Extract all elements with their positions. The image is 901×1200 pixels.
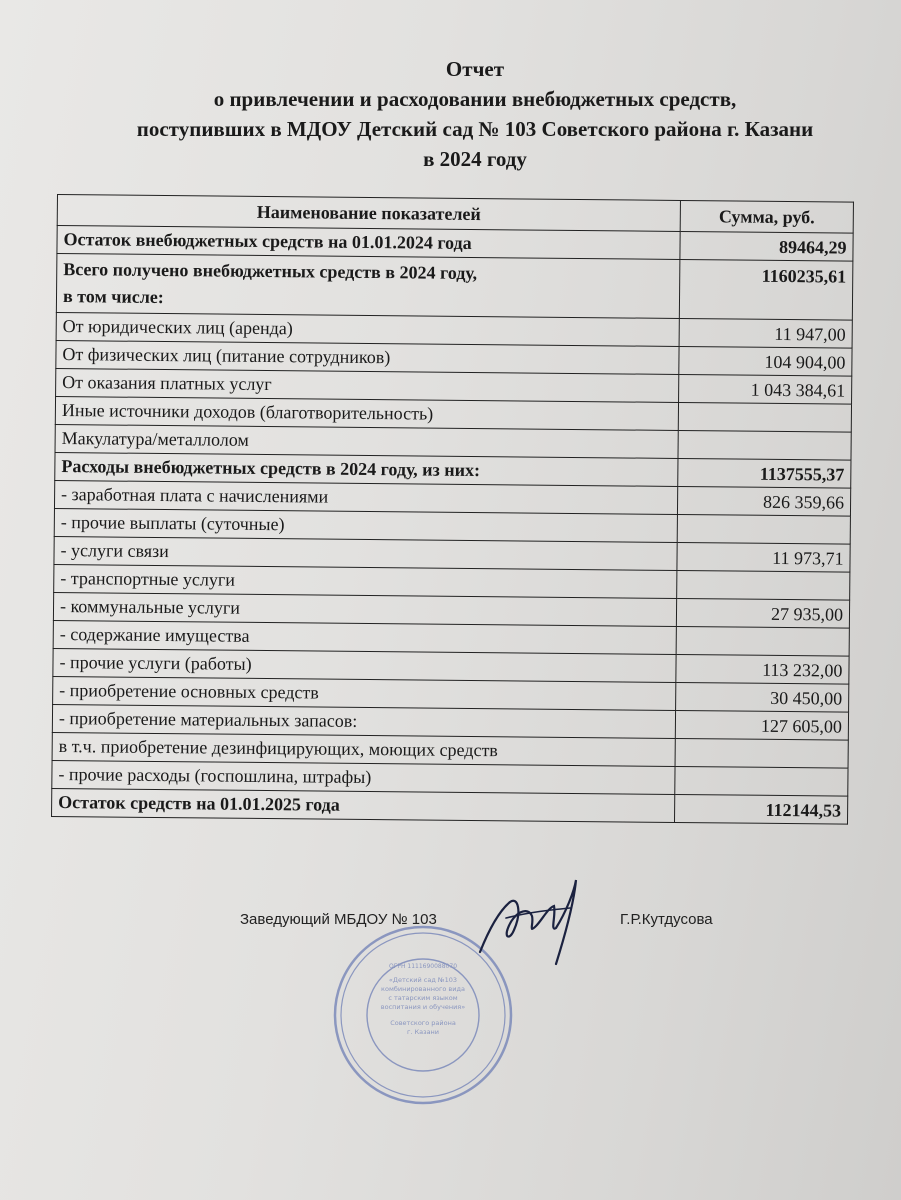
stamp-line-6: г. Казани (406, 1028, 440, 1036)
row-value: 113 232,00 (676, 654, 849, 684)
stamp-ogrn: ОГРН 1111690088070 (388, 963, 458, 970)
row-name: Расходы внебюджетных средств в 2024 году, из них: (55, 452, 678, 486)
row-value: 11 973,71 (677, 542, 850, 572)
report-table (51, 194, 854, 825)
row-value: 27 935,00 (676, 598, 849, 628)
row-value: 826 359,66 (677, 486, 850, 516)
row-name: - приобретение основных средств (53, 676, 676, 710)
title-line-4: в 2024 году (423, 147, 527, 171)
row-name: - прочие услуги (работы) (53, 648, 676, 682)
signatory-name: Г.Р.Кутдусова (620, 911, 713, 928)
stamp-line-5: Советского района (390, 1019, 456, 1027)
row-name: - приобретение материальных запасов: (52, 704, 675, 738)
row-name: - услуги связи (54, 536, 677, 570)
header-value-cell: Сумма, руб. (680, 200, 853, 233)
row-value: 11 947,00 (679, 318, 852, 348)
stamp-line-4: воспитания и обучения» (380, 1003, 466, 1011)
stamp-line-3: с татарским языком (388, 994, 458, 1002)
row-value: 1 043 384,61 (679, 374, 852, 404)
row-name: - содержание имущества (53, 620, 676, 654)
report-title (60, 54, 890, 174)
title-line-1: Отчет (445, 57, 505, 81)
row-value: 89464,29 (680, 231, 853, 261)
stamp-line-1: «Детский сад №103 (388, 976, 458, 984)
row-value: 1137555,37 (678, 458, 851, 488)
row-value (676, 626, 849, 656)
row-name: в т.ч. приобретение дезинфицирующих, моющих средств (52, 732, 675, 766)
row-name: Остаток средств на 01.01.2025 года (52, 788, 675, 822)
row-name: - прочие расходы (госпошлина, штрафы) (52, 760, 675, 794)
row-value: 104 904,00 (679, 346, 852, 376)
row-value: 127 605,00 (675, 710, 848, 740)
row-name (56, 254, 680, 319)
signatory-position: Заведующий МБДОУ № 103 (240, 911, 437, 928)
row-name: От юридических лиц (аренда) (56, 312, 679, 346)
row-name: - коммунальные услуги (53, 592, 676, 626)
row-name: От физических лиц (питание сотрудников) (56, 340, 679, 374)
row-name: Остаток внебюджетных средств на 01.01.2024 года (57, 226, 680, 260)
row-name: - заработная плата с начислениями (54, 480, 677, 514)
row-value (678, 430, 851, 460)
row-name: От оказания платных услуг (56, 368, 679, 402)
handwritten-signature-icon (470, 872, 600, 972)
title-line-3: поступивших в МДОУ Детский сад № 103 Советского района г. Казани (136, 117, 814, 141)
row-name: - прочие выплаты (суточные) (54, 508, 677, 542)
row-value (677, 514, 850, 544)
row-name: Иные источники доходов (благотворительность) (55, 396, 678, 430)
row-name: Макулатура/металлолом (55, 424, 678, 458)
row-value (675, 738, 848, 768)
row-name-line-2: в том числе: (62, 286, 164, 308)
header-name-cell: Наименование показателей (57, 195, 680, 232)
table-row (56, 254, 853, 321)
row-value: 1160235,61 (679, 259, 853, 320)
row-name-line-1: Всего получено внебюджетных средств в 2024 году, (63, 259, 478, 284)
row-value (678, 402, 851, 432)
row-value: 112144,53 (674, 794, 847, 824)
row-name: - транспортные услуги (54, 564, 677, 598)
row-value: 30 450,00 (676, 682, 849, 712)
row-value (675, 766, 848, 796)
stamp-line-2: комбинированного вида (381, 985, 465, 993)
row-value (677, 570, 850, 600)
title-line-2: о привлечении и расходовании внебюджетных средств, (213, 87, 737, 111)
